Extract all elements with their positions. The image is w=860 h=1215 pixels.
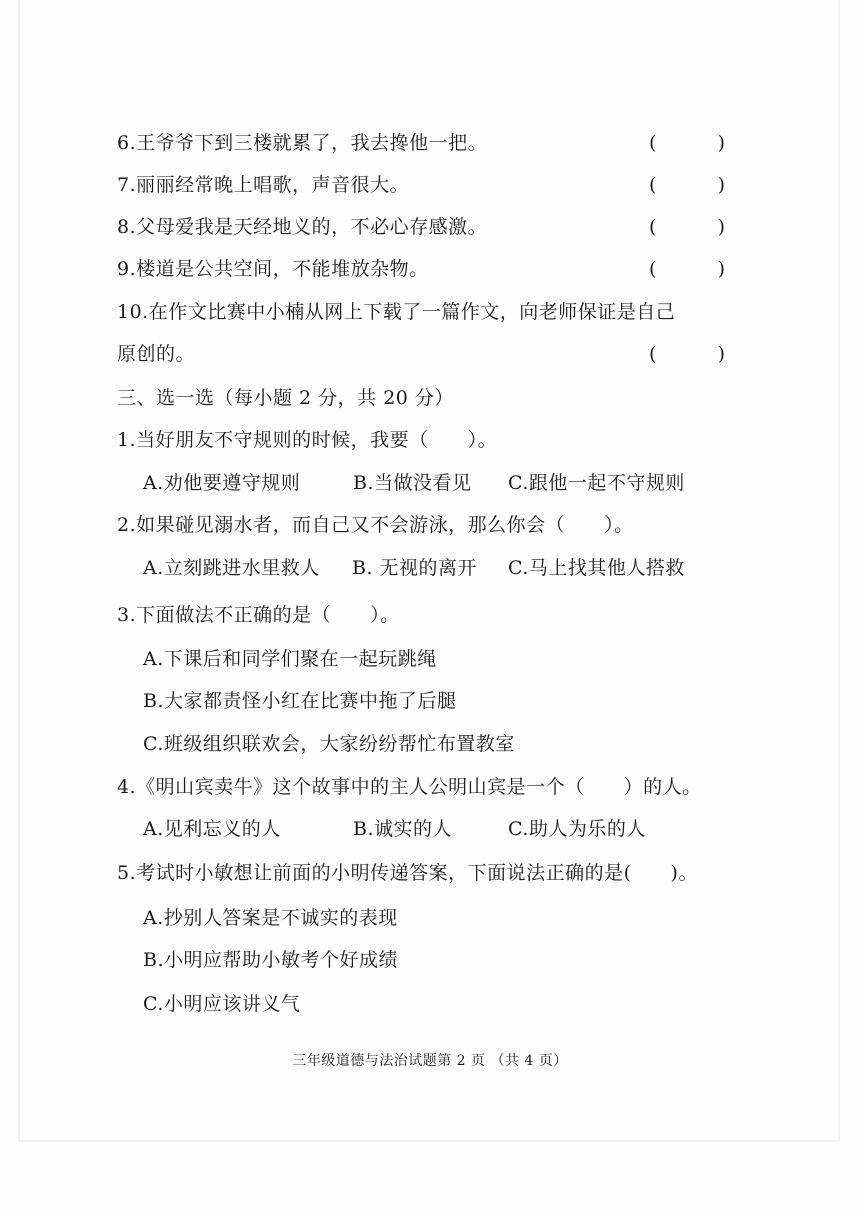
question-stem-3: 3.下面做法不正确的是（ ）。 (117, 604, 400, 626)
answer-paren-9[interactable]: ( ) (649, 258, 725, 280)
option-4a[interactable]: A.见利忘义的人 (143, 818, 281, 840)
judge-item-10-line1: 10.在作文比赛中小楠从网上下载了一篇作文，向老师保证是自己 (117, 301, 676, 323)
scan-edge-right (838, 0, 840, 1140)
answer-paren-8[interactable]: ( ) (649, 216, 725, 238)
option-4c[interactable]: C.助人为乐的人 (508, 818, 646, 840)
answer-paren-10[interactable]: ( ) (649, 343, 725, 365)
answer-paren-6[interactable]: ( ) (649, 132, 725, 154)
question-stem-1: 1.当好朋友不守规则的时候，我要（ ）。 (117, 429, 498, 451)
judge-item-9: 9.楼道是公共空间，不能堆放杂物。 (117, 258, 429, 280)
judge-item-10-line2: 原创的。 (117, 343, 196, 365)
option-3c[interactable]: C.班级组织联欢会，大家纷纷帮忙布置教室 (143, 733, 515, 755)
section-heading: 三、选一选（每小题 2 分，共 20 分） (117, 387, 454, 409)
option-5c[interactable]: C.小明应该讲义气 (143, 993, 301, 1015)
option-5a[interactable]: A.抄别人答案是不诚实的表现 (143, 907, 398, 929)
option-3b[interactable]: B.大家都责怪小红在比赛中拖了后腿 (143, 690, 457, 712)
option-2b[interactable]: B. 无视的离开 (352, 557, 478, 579)
answer-paren-7[interactable]: ( ) (649, 174, 725, 196)
option-1a[interactable]: A.劝他要遵守规则 (143, 472, 301, 494)
option-2c[interactable]: C.马上找其他人搭救 (508, 557, 685, 579)
page-footer: 三年级道德与法治试题第 2 页 （共 4 页） (292, 1053, 568, 1069)
question-stem-2: 2.如果碰见溺水者，而自己又不会游泳，那么你会（ ）。 (117, 514, 634, 536)
judge-item-8: 8.父母爱我是天经地义的，不必心存感激。 (117, 216, 488, 238)
option-4b[interactable]: B.诚实的人 (353, 818, 453, 840)
option-3a[interactable]: A.下课后和同学们聚在一起玩跳绳 (143, 648, 437, 670)
option-1c[interactable]: C.跟他一起不守规则 (508, 472, 685, 494)
judge-item-7: 7.丽丽经常晚上唱歌，声音很大。 (117, 174, 410, 196)
scan-edge-left (18, 0, 20, 1140)
question-stem-4: 4.《明山宾卖牛》这个故事中的主人公明山宾是一个（ ）的人。 (117, 776, 702, 798)
option-5b[interactable]: B.小明应帮助小敏考个好成绩 (143, 949, 399, 971)
option-1b[interactable]: B.当做没看见 (353, 472, 472, 494)
question-stem-5: 5.考试时小敏想让前面的小明传递答案，下面说法正确的是( )。 (117, 862, 698, 884)
scan-edge-bottom (18, 1140, 840, 1142)
judge-item-6: 6.王爷爷下到三楼就累了，我去搀他一把。 (117, 132, 488, 154)
option-2a[interactable]: A.立刻跳进水里救人 (143, 557, 320, 579)
